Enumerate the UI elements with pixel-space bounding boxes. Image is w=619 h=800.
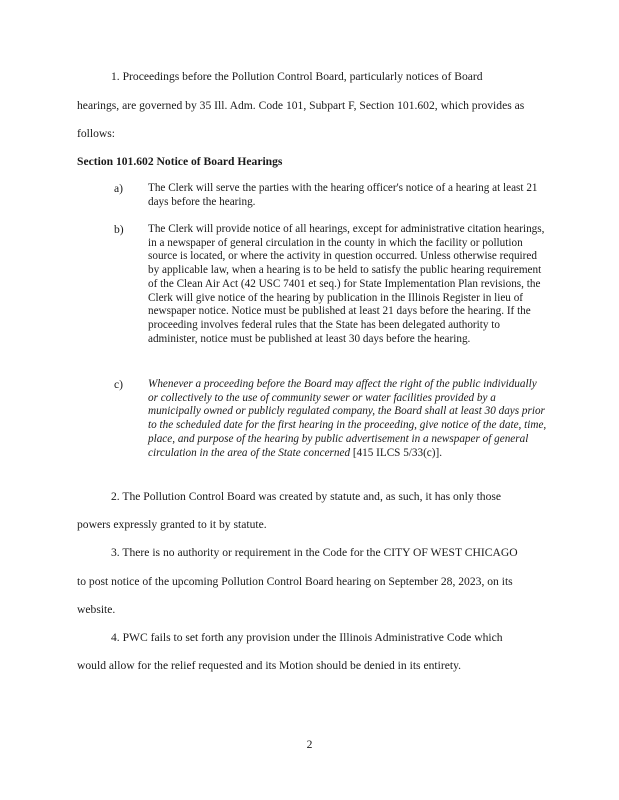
subsection-a-label: a) bbox=[114, 182, 124, 195]
paragraph-1-line-1: 1. Proceedings before the Pollution Control Board, particularly notices of Board bbox=[111, 70, 483, 83]
subsection-b-label: b) bbox=[114, 223, 124, 236]
subsection-c-citation: [415 ILCS 5/33(c)]. bbox=[350, 446, 443, 459]
paragraph-1-line-3: follows: bbox=[77, 127, 116, 140]
paragraph-2-line-2: powers expressly granted to it by statute. bbox=[77, 518, 267, 531]
subsection-c-label: c) bbox=[114, 378, 124, 391]
section-heading: Section 101.602 Notice of Board Hearings bbox=[77, 155, 283, 168]
paragraph-2-line-1: 2. The Pollution Control Board was created by statute and, as such, it has only those bbox=[111, 490, 502, 503]
subsection-c-quoted-statute: Whenever a proceeding before the Board may affect the right of the public individually or collectively to the use of community sewer or water facilities provided by a municipally owned or publicly regulated company, the Board shall at least 30 days prior to the scheduled date for the first hearing in the proceeding, give notice of the date, time, place, and purpose of the hearing by public advertisement in a newspaper of general circulation in the area of the State concerned bbox=[148, 378, 547, 459]
paragraph-1-line-2: hearings, are governed by 35 Ill. Adm. Code 101, Subpart F, Section 101.602, which provides as bbox=[77, 99, 525, 112]
page-number: 2 bbox=[306, 738, 313, 751]
paragraph-4-line-2: would allow for the relief requested and its Motion should be denied in its entirety. bbox=[77, 659, 462, 672]
paragraph-3-line-1: 3. There is no authority or requirement in the Code for the CITY OF WEST CHICAGO bbox=[111, 546, 518, 559]
subsection-c-text bbox=[148, 378, 548, 460]
subsection-a-text: The Clerk will serve the parties with the hearing officer's notice of a hearing at least 21 days before the hearing. bbox=[148, 182, 538, 208]
paragraph-3-line-2: to post notice of the upcoming Pollution Control Board hearing on September 28, 2023, on its bbox=[77, 575, 513, 588]
paragraph-3-line-3: website. bbox=[77, 603, 116, 616]
paragraph-4-line-1: 4. PWC fails to set forth any provision under the Illinois Administrative Code which bbox=[111, 631, 503, 644]
subsection-b-text: The Clerk will provide notice of all hearings, except for administrative citation hearings, in a newspaper of general circulation in the county in which the facility or pollution source is located, or where the activity in question occurred. Unless otherwise required by applicable law, when a hearing is to be held to satisfy the public hearing requirement of the Clean Air Act (42 USC 7401 et seq.) for State Implementation Plan revisions, the Clerk will give notice of the hearing by publication in the Illinois Register in lieu of newspaper notice. Notice must be published at least 21 days before the hearing. If the proceeding involves federal rules that the State has been delegated authority to administer, notice must be published at least 30 days before the hearing. bbox=[148, 223, 545, 345]
